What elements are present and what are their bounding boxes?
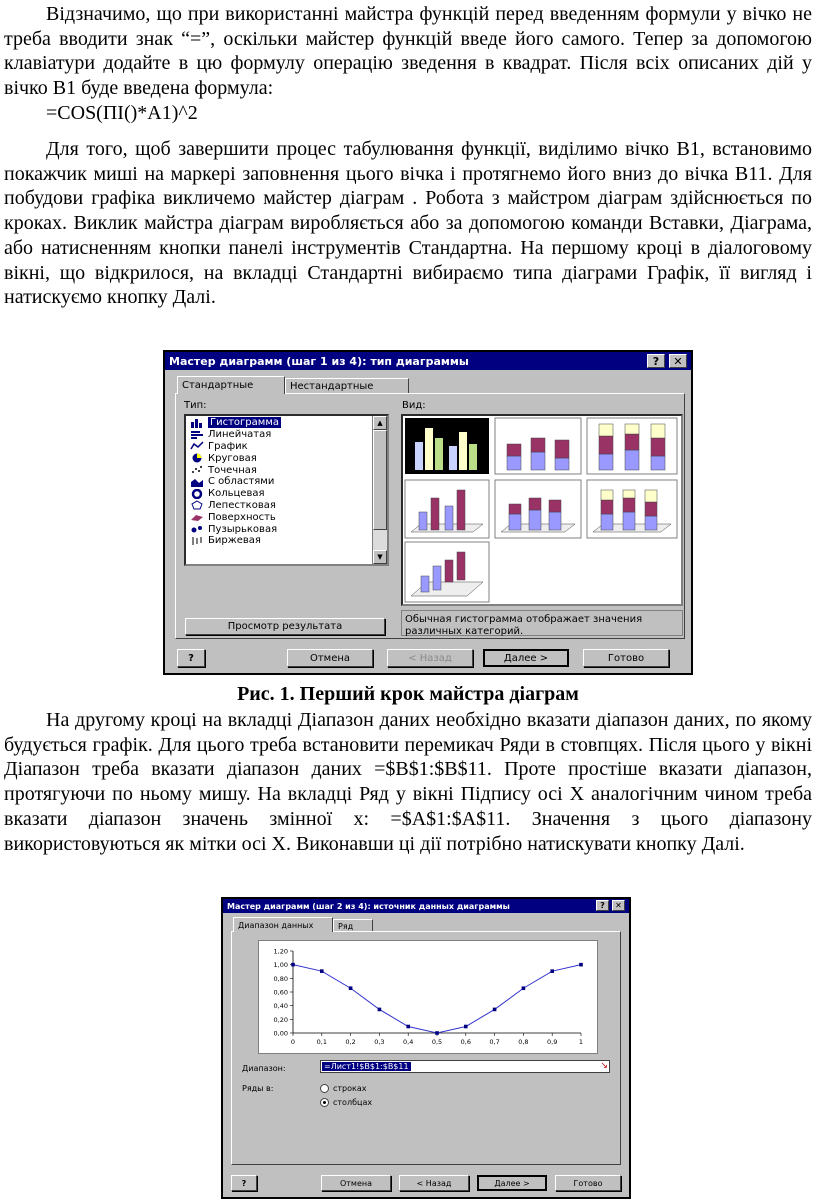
series-point — [522, 986, 526, 990]
subtype7-bar-c — [445, 560, 453, 582]
help-question-icon: ? — [188, 652, 194, 664]
subtype6-seg-b — [601, 500, 613, 514]
series-point — [550, 969, 554, 973]
subtype3-seg-e — [625, 434, 639, 450]
office-assistant-button[interactable] — [177, 649, 205, 667]
y-tick-label: 0,20 — [273, 1015, 288, 1024]
cancel-label: Отмена — [309, 652, 351, 664]
y-tick-label: 1,00 — [273, 961, 288, 970]
paragraph-chart-wizard: Для того, щоб завершити процес табулювання функції, виділимо вічко B1, встановимо покажчик миші на маркері заповнення цього вічка і протягнемо його вниз до вічка B11. Для побудови графіка викличемо майстер діаграм . Робота з майстром діаграм здійснюється по кроках. Виклик майстра діаграм виробляється або за допомогою команди Вставки, Діаграма, або натисненням кнопки панелі інструментів Стандартна. На першому кроці в діалоговому вікні, що відкрилося, на вкладці Стандартні вибираємо типа діаграми Графік, її вигляд і натискуємо кнопку Далі. — [4, 138, 812, 309]
subtype3-seg-c — [599, 424, 613, 436]
radio-rows[interactable] — [320, 1084, 367, 1093]
figure-caption: Рис. 1. Перший крок майстра діаграм — [237, 683, 579, 705]
subtype5-seg-b — [509, 504, 521, 514]
chart-type-label: Точечная — [208, 464, 257, 476]
series-point — [406, 1025, 410, 1029]
subtype6-seg-g — [645, 516, 657, 530]
subtype1-bar-c — [435, 438, 443, 470]
chart-wizard-step2-dialog — [221, 897, 631, 1199]
y-tick-label: 0,00 — [273, 1029, 288, 1038]
chart-type-label: С областями — [208, 476, 275, 488]
radio-columns[interactable] — [320, 1098, 372, 1107]
x-tick-label: 0,7 — [489, 1038, 500, 1046]
tab-custom[interactable] — [285, 378, 409, 394]
tab-standard[interactable] — [177, 376, 285, 394]
subtype6-seg-d — [623, 512, 635, 530]
subtype2-seg-b — [507, 444, 521, 456]
chart-type-label: Гистограмма — [210, 417, 279, 429]
series-point — [320, 969, 324, 973]
subtype5-seg-f — [549, 500, 561, 512]
subtype1-bar-e — [459, 432, 467, 470]
radio-columns-label: столбцах — [333, 1098, 373, 1107]
finish-label: Готово — [607, 652, 645, 664]
x-tick-label: 0,2 — [345, 1038, 356, 1046]
subtype6-seg-f — [623, 490, 635, 498]
x-tick-label: 0,8 — [518, 1038, 529, 1046]
chart-wizard-step1-dialog — [163, 350, 693, 675]
chart-type-label: Поверхность — [208, 511, 276, 523]
series-point — [493, 1008, 497, 1012]
chart-type-item[interactable] — [186, 464, 373, 476]
preview-result-label: Просмотр результата — [227, 621, 343, 632]
x-tick-label: 0,1 — [316, 1038, 327, 1046]
chart-type-label: Круговая — [208, 452, 257, 464]
next-button-2[interactable] — [477, 1175, 547, 1191]
x-tick-label: 0,3 — [374, 1038, 385, 1046]
chart-type-list[interactable] — [184, 414, 389, 566]
next-button[interactable] — [483, 649, 569, 667]
help-button[interactable]: ? — [647, 354, 665, 368]
subtype7-bar-d — [457, 552, 465, 580]
dialog1-tab-panel — [175, 393, 685, 639]
range-value: =Лист1!$B$1:$B$11 — [324, 1062, 409, 1071]
y-tick-label: 0,60 — [273, 988, 288, 997]
chart-subtype-grid — [401, 414, 683, 606]
bubble-chart-icon — [186, 524, 208, 534]
chart-type-item[interactable] — [186, 429, 373, 441]
subtype2-seg-c — [531, 452, 545, 470]
x-tick-label: 0,9 — [547, 1038, 558, 1046]
subtype1-bar-b — [425, 428, 433, 470]
paragraph-step2: На другому кроці на вкладці Діапазон даних необхідно вказати діапазон даних, по якому будується графік. Для цього треба встановити перемикач Ряди в стовпцях. Після цього у вікні Діапазон треба вказати діапазон даних =$B$1:$B$11. Проте простіше вказати діапазон, протягуючи по ньому мишу. На вкладці Ряд у вікні Підпису осі X аналогічним чином треба вказати діапазон значень змінної x: =$A$1:$A$11. Значення з цього діапазону використовуються як мітки осі X. Виконавши ці дії потрібно натискувати кнопку Далі. — [4, 709, 812, 855]
help-question-icon-2: ? — [241, 1178, 247, 1188]
subtype3-seg-f — [625, 424, 639, 434]
subtype1-bar-f — [469, 444, 477, 470]
scatter-chart-icon — [186, 465, 208, 475]
preview-result-button[interactable] — [185, 618, 385, 635]
line-chart — [259, 941, 597, 1053]
range-label: Диапазон: — [242, 1064, 286, 1073]
series-in-label: Ряды в: — [242, 1084, 274, 1093]
subtype2-seg-d — [531, 438, 545, 452]
subtype3-seg-b — [599, 436, 613, 454]
x-tick-label: 1 — [578, 1038, 584, 1046]
x-tick-label: 0 — [290, 1038, 296, 1046]
finish-label-2: Готово — [573, 1178, 603, 1188]
chart-type-item[interactable] — [186, 511, 373, 523]
subtype3-seg-g — [651, 456, 665, 470]
cancel-label-2: Отмена — [339, 1178, 373, 1188]
office-assistant-button-2[interactable] — [231, 1175, 257, 1191]
series-point — [435, 1031, 439, 1035]
tab-data-range[interactable] — [233, 917, 333, 932]
finish-button[interactable] — [583, 649, 669, 667]
subtype5-seg-a — [509, 514, 521, 530]
chart-type-item[interactable] — [186, 488, 373, 500]
close-button[interactable]: ✕ — [669, 354, 687, 368]
range-input[interactable] — [320, 1060, 610, 1073]
subtype5-seg-d — [529, 498, 541, 510]
series-point — [291, 963, 295, 967]
subtype6-seg-h — [645, 502, 657, 516]
scroll-down-arrow-icon[interactable]: ▼ — [373, 550, 387, 564]
pie-chart-icon — [186, 453, 208, 463]
subtype2-seg-a — [507, 456, 521, 470]
series-point — [464, 1025, 468, 1029]
radio-rows-label: строках — [333, 1084, 367, 1093]
horizontal-bar-icon — [186, 430, 208, 440]
cancel-button[interactable] — [287, 649, 373, 667]
dialog1-title: Мастер диаграмм (шаг 1 из 4): тип диаграммы — [169, 354, 469, 368]
subtype2-seg-f — [555, 440, 569, 458]
back-label: < Назад — [408, 652, 452, 664]
subtype7-bar-a — [421, 576, 429, 592]
subtype4-bar-b — [431, 498, 439, 530]
dialog2-title: Мастер диаграмм (шаг 2 из 4): источник данных диаграммы — [227, 901, 510, 911]
subtype4-bar-a — [419, 512, 427, 530]
radio-rows-icon — [320, 1084, 329, 1093]
chart-type-item[interactable] — [186, 476, 373, 488]
chart-type-label: Лепестковая — [208, 499, 276, 511]
finish-button-2[interactable] — [555, 1175, 621, 1191]
line-chart-icon — [186, 441, 208, 451]
series-point — [378, 1008, 382, 1012]
x-tick-label: 0,4 — [403, 1038, 414, 1046]
chart-type-label: Биржевая — [208, 535, 261, 547]
close-button-2[interactable]: ✕ — [612, 900, 625, 911]
chart-type-item[interactable] — [186, 523, 373, 535]
subtype4-bar-c — [445, 506, 453, 530]
back-button[interactable] — [387, 649, 473, 667]
subtype6-seg-i — [645, 490, 657, 502]
chart-type-item[interactable] — [186, 452, 373, 464]
subtype7-bar-b — [433, 566, 441, 590]
chart-type-label: График — [208, 440, 248, 452]
subtype2-seg-e — [555, 458, 569, 470]
series-line — [293, 965, 581, 1033]
chart-type-description — [401, 610, 683, 636]
chart-type-label: Кольцевая — [208, 488, 265, 500]
chart-type-item[interactable] — [186, 417, 373, 429]
collapse-dialog-icon[interactable]: ↘ — [600, 1061, 608, 1071]
series-point — [349, 986, 353, 990]
chart-type-label: Линейчатая — [208, 429, 272, 441]
cancel-button-2[interactable] — [321, 1175, 391, 1191]
subtype4-bar-d — [457, 490, 465, 530]
tab-data-range-label: Диапазон данных — [238, 920, 314, 930]
subtype1-bar-d — [449, 446, 457, 470]
x-tick-label: 0,5 — [431, 1038, 443, 1046]
scroll-thumb[interactable] — [373, 430, 387, 530]
tab-custom-label: Нестандартные — [290, 381, 374, 392]
subtype3-seg-i — [651, 424, 665, 438]
subtype3-seg-a — [599, 454, 613, 470]
subtype6-seg-c — [601, 490, 613, 500]
surface-chart-icon — [186, 512, 208, 522]
next-label-2: Далее > — [494, 1178, 530, 1188]
dialog2-tab-panel — [231, 931, 621, 1165]
subtype3-seg-d — [625, 450, 639, 470]
chart-type-label: Пузырьковая — [208, 523, 278, 535]
help-button-2[interactable]: ? — [596, 900, 609, 911]
subtype5-seg-c — [529, 510, 541, 530]
y-tick-label: 0,80 — [273, 974, 288, 983]
series-point — [579, 963, 583, 967]
type-label: Тип: — [184, 400, 207, 411]
stock-chart-icon — [186, 536, 208, 546]
doughnut-chart-icon — [186, 489, 208, 499]
list-scrollbar[interactable] — [372, 416, 387, 564]
view-label: Вид: — [402, 400, 426, 411]
description-text: Обычная гистограмма отображает значения различных категорий. — [405, 614, 643, 637]
paragraph-intro: Відзначимо, що при використанні майстра функцій перед введенням формули у вічко не треба вводити знак “=”, оскільки майстер функцій введе його самого. Тепер за допомогою клавіатури додайте в цю формулу операцію зведення в квадрат. Після всіх описаних дій у вічко B1 буде введена формула: — [4, 3, 812, 100]
x-tick-label: 0,6 — [460, 1038, 471, 1046]
radio-columns-icon — [320, 1098, 329, 1107]
tab-standard-label: Стандартные — [182, 380, 254, 391]
back-button-2[interactable] — [399, 1175, 469, 1191]
subtype6-seg-e — [623, 498, 635, 512]
dialog2-titlebar[interactable] — [223, 899, 629, 913]
formula-line: =COS(ПІ()*A1)^2 — [46, 102, 198, 124]
tab-series-label: Ряд — [338, 921, 354, 931]
subtype-thumbnails — [403, 416, 683, 606]
chart-type-item[interactable] — [186, 441, 373, 453]
y-tick-label: 0,40 — [273, 1002, 288, 1011]
area-chart-icon — [186, 477, 208, 487]
chart-preview — [258, 940, 598, 1054]
dialog1-titlebar[interactable] — [165, 352, 691, 370]
subtype6-seg-a — [601, 514, 613, 530]
chart-type-item[interactable] — [186, 500, 373, 512]
subtype3-seg-h — [651, 438, 665, 456]
y-tick-label: 1,20 — [273, 947, 288, 956]
chart-type-item[interactable] — [186, 535, 373, 547]
subtype1-bar-a — [415, 442, 423, 470]
radar-chart-icon — [186, 500, 208, 510]
back-label-2: < Назад — [416, 1178, 452, 1188]
scroll-up-arrow-icon[interactable]: ▲ — [373, 416, 387, 430]
subtype5-seg-e — [549, 512, 561, 530]
bar-chart-icon — [186, 418, 208, 428]
next-label: Далее > — [503, 652, 549, 664]
